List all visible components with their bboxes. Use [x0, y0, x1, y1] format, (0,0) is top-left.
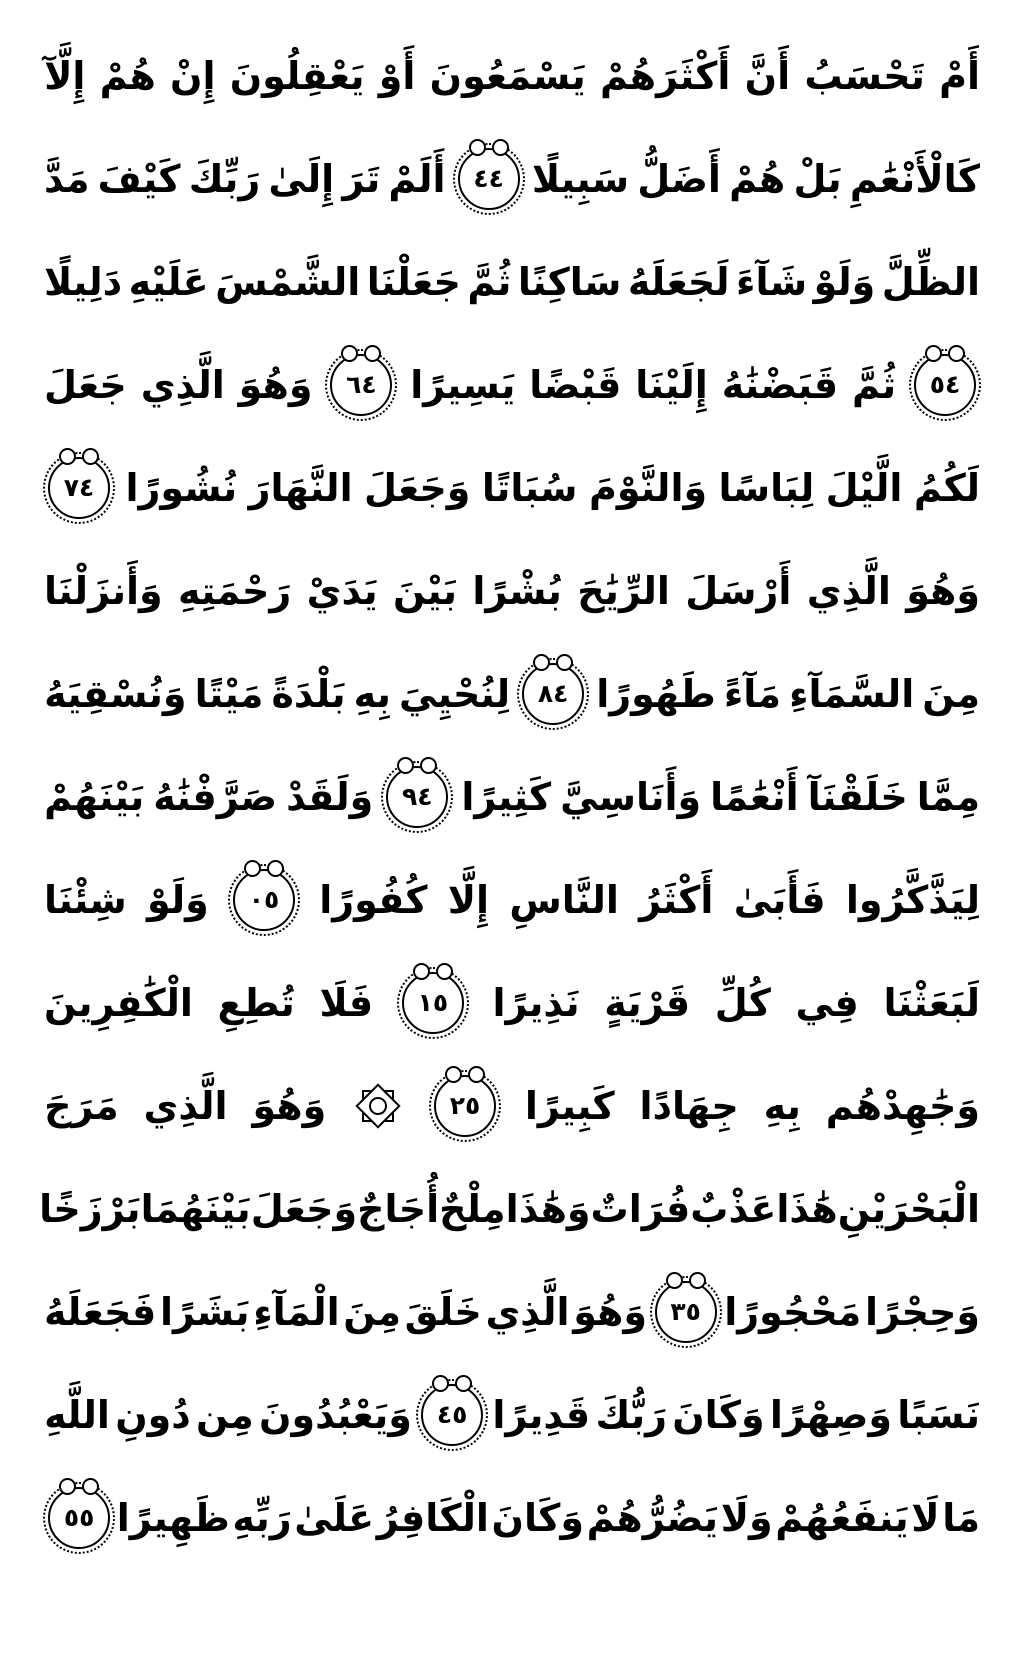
ayah-end-marker	[458, 148, 520, 210]
word: رَحْمَتِهِ	[177, 568, 292, 613]
word: وَكَانَ	[491, 1495, 584, 1540]
word: بَشَرًا	[159, 1289, 250, 1334]
word: أَكْثَرُ	[639, 877, 714, 922]
ayah-number: ٥٠	[248, 885, 280, 914]
word: وَهُوَ	[238, 362, 313, 407]
word: ثُمَّ	[467, 259, 512, 304]
mushaf-line-10	[44, 951, 980, 1054]
word: فَجَعَلَهُ	[44, 1289, 157, 1334]
word: جِهَادًا	[639, 1083, 739, 1128]
ayah-end-marker	[233, 869, 295, 931]
rub-el-hizb-center-dot	[369, 1097, 387, 1115]
word: جَعَلْنَا	[366, 259, 461, 304]
word: النَّاسِ	[509, 877, 619, 922]
word: إِلَيْنَا	[635, 362, 708, 407]
word: تَرَ	[342, 156, 381, 201]
word: بَلْدَةً	[271, 671, 346, 716]
mushaf-line-9	[44, 848, 980, 951]
word: الْبَحْرَيْنِ	[837, 1186, 980, 1231]
word: وَأَنَاسِيَّ	[560, 774, 702, 819]
word: عَذْبٌ	[690, 1186, 777, 1231]
mushaf-line-5	[44, 436, 980, 539]
word: كَيْفَ	[97, 156, 181, 201]
word: وَنُسْقِيَهُ	[44, 671, 187, 716]
word: فِي	[795, 980, 859, 1025]
word: لِنُحْيِيَ	[399, 671, 511, 716]
ayah-number: ٤٤	[473, 164, 504, 193]
word: قَدِيرًا	[492, 1392, 591, 1437]
word: كُفُورًا	[319, 877, 428, 922]
word: جَعَلَ	[44, 362, 127, 407]
word: الَّذِي	[143, 1083, 228, 1128]
word: مَحْجُورًا	[724, 1289, 862, 1334]
word: عَلَىٰ	[294, 1495, 375, 1540]
word: عَلَيْهِ	[128, 259, 209, 304]
word: رَبِّهِ	[232, 1495, 292, 1540]
word: أَضَلُّ	[637, 156, 721, 201]
mushaf-line-11	[44, 1054, 980, 1157]
word: الرِّيَٰحَ	[577, 568, 670, 613]
ayah-end-marker	[48, 457, 110, 519]
word: إِلَىٰ	[268, 156, 335, 201]
word: بُشْرًا	[472, 568, 562, 613]
mushaf-line-15	[44, 1466, 980, 1569]
mushaf-line-2	[44, 127, 980, 230]
word: فُرَاتٌ	[590, 1186, 691, 1231]
word: تَحْسَبُ	[804, 53, 925, 98]
ayah-end-marker	[522, 663, 584, 725]
ayah-number: ٤٥	[929, 370, 961, 399]
ayah-number: ٥٤	[436, 1400, 468, 1429]
word: أَرْسَلَ	[685, 568, 792, 613]
word: النَّهَارَ	[248, 465, 353, 510]
word: شَآءَ	[736, 259, 808, 304]
word: بَيْنَهُمْ	[44, 774, 145, 819]
word: بِهِ	[353, 671, 391, 716]
word: وَلَا	[720, 1495, 773, 1540]
ayah-number: ٤٨	[537, 679, 569, 708]
word: أَلَمْ	[388, 156, 446, 201]
word: فَلَا	[319, 980, 374, 1025]
word: قَبْضًا	[529, 362, 622, 407]
word: مِلْحٌ	[439, 1186, 506, 1231]
word: يَنفَعُهُمْ	[775, 1495, 909, 1540]
word: يَعْقِلُونَ	[229, 53, 365, 98]
word: رَبُّكَ	[595, 1392, 667, 1437]
ayah-number: ٤٦	[346, 370, 377, 399]
word: كَالْأَنْعَٰمِ	[849, 156, 980, 201]
word: اللَّهِ	[44, 1392, 110, 1437]
word: وَجَعَلَ	[250, 1186, 358, 1231]
word: ظَهِيرًا	[116, 1495, 230, 1540]
word: وَجَعَلَ	[364, 465, 471, 510]
mushaf-line-4	[44, 333, 980, 436]
word: وَهُوَ	[906, 568, 980, 613]
word: وَهَٰذَا	[505, 1186, 591, 1231]
word: وَالنَّوْمَ	[588, 465, 708, 510]
ayah-number: ٤٩	[402, 782, 433, 811]
word: أَنَّ	[744, 53, 791, 98]
word: فَأَبَىٰ	[733, 877, 826, 922]
word: كَبِيرًا	[524, 1083, 615, 1128]
word: الَّذِي	[806, 568, 891, 613]
word: دَلِيلًا	[44, 259, 123, 304]
mushaf-line-13	[44, 1260, 980, 1363]
ayah-end-marker	[914, 354, 976, 416]
mushaf-line-7	[44, 642, 980, 745]
word: وَحِجْرًا	[864, 1289, 980, 1334]
word: إِلَّآ	[44, 53, 86, 98]
word: بَرْزَخًا	[39, 1186, 141, 1231]
word: هُمْ	[99, 53, 156, 98]
mushaf-line-6	[44, 539, 980, 642]
word: وَلَوْ	[813, 259, 876, 304]
word: الْكَافِرُ	[376, 1495, 489, 1540]
word: أُجَاجٌ	[357, 1186, 440, 1231]
word: قَبَضْنَٰهُ	[721, 362, 839, 407]
word: هَٰذَا	[776, 1186, 838, 1231]
word: مَآءً	[723, 671, 782, 716]
ayah-end-marker	[48, 1487, 110, 1549]
word: كَثِيرًا	[461, 774, 552, 819]
ayah-end-marker	[402, 972, 464, 1034]
word: رَبِّكَ	[188, 156, 261, 201]
word: مِمَّا	[916, 774, 980, 819]
word: لَكُمُ	[913, 465, 980, 510]
word: وَكَانَ	[672, 1392, 765, 1437]
word: يَدَيْ	[306, 568, 378, 613]
word: سَبِيلًا	[531, 156, 630, 201]
word: لِبَاسًا	[718, 465, 815, 510]
word: وَلَقَدْ	[286, 774, 374, 819]
word: وَأَنزَلْنَا	[44, 568, 163, 613]
word: صَرَّفْنَٰهُ	[153, 774, 278, 819]
quran-text-block	[39, 24, 980, 1569]
word: إِلَّا	[447, 877, 490, 922]
ayah-end-marker	[386, 766, 448, 828]
word: وَهُوَ	[252, 1083, 327, 1128]
word: تُطِعِ	[217, 980, 295, 1025]
word: لَبَعَثْنَا	[883, 980, 980, 1025]
word: يَسِيرًا	[410, 362, 516, 407]
word: مِن	[196, 1392, 254, 1437]
word: لَا	[911, 1495, 940, 1540]
word: هُمْ	[729, 156, 786, 201]
word: سَاكِنًا	[517, 259, 622, 304]
word: وَجَٰهِدْهُم	[825, 1083, 980, 1128]
word: أَكْثَرَهُمْ	[600, 53, 731, 98]
word: الَّيْلَ	[825, 465, 903, 510]
word: لِيَذَّكَّرُوا	[845, 877, 980, 922]
word: أَوْ	[378, 53, 416, 98]
word: بِهِ	[763, 1083, 801, 1128]
word: الَّذِي	[140, 362, 225, 407]
rub-el-hizb-icon	[355, 1083, 401, 1129]
ayah-end-marker	[434, 1075, 496, 1137]
word: كُلِّ	[714, 980, 771, 1025]
word: شِئْنَا	[44, 877, 127, 922]
word: يَضُرُّهُمْ	[586, 1495, 719, 1540]
word: خَلَقْنَآ	[807, 774, 908, 819]
ayah-number: ٥٢	[449, 1091, 481, 1120]
word: نَذِيرًا	[492, 980, 580, 1025]
word: بَلْ	[793, 156, 842, 201]
word: أَمْ	[939, 53, 980, 98]
ayah-end-marker	[655, 1281, 717, 1343]
word: مَدَّ	[44, 156, 90, 201]
word: مَيْتًا	[194, 671, 264, 716]
word: وَهُوَ	[573, 1289, 647, 1334]
word: بَيْنَهُمَا	[140, 1186, 251, 1231]
word: وَلَوْ	[147, 877, 209, 922]
word: نَسَبًا	[897, 1392, 980, 1437]
ayah-end-marker	[421, 1384, 483, 1446]
mushaf-line-8	[44, 745, 980, 848]
word: الْكَٰفِرِينَ	[44, 980, 193, 1025]
word: سُبَاتًا	[481, 465, 578, 510]
word: قَرْيَةٍ	[604, 980, 691, 1025]
word: وَصِهْرًا	[769, 1392, 893, 1437]
word: مِنَ	[343, 1289, 402, 1334]
ayah-end-marker	[330, 354, 392, 416]
ayah-number: ٥٥	[63, 1503, 95, 1532]
mushaf-line-14	[44, 1363, 980, 1466]
word: أَنْعَٰمًا	[710, 774, 799, 819]
ayah-number: ٥٣	[670, 1297, 701, 1326]
word: مِنَ	[922, 671, 980, 716]
word: نُشُورًا	[125, 465, 238, 510]
word: السَّمَآءِ	[789, 671, 915, 716]
word: يَسْمَعُونَ	[429, 53, 586, 98]
mushaf-line-1	[44, 24, 980, 127]
word: دُونِ	[115, 1392, 191, 1437]
word: الظِّلَّ	[881, 259, 980, 304]
word: الشَّمْسَ	[215, 259, 361, 304]
word: لَجَعَلَهُ	[627, 259, 730, 304]
word: بَيْنَ	[393, 568, 457, 613]
word: خَلَقَ	[404, 1289, 482, 1334]
word: ثُمَّ	[852, 362, 897, 407]
word: طَهُورًا	[596, 671, 716, 716]
ayah-number: ٥١	[417, 988, 449, 1017]
word: مَا	[942, 1495, 980, 1540]
mushaf-line-12	[39, 1157, 980, 1260]
word: الْمَآءِ	[253, 1289, 340, 1334]
mushaf-line-3	[44, 230, 980, 333]
word: الَّذِي	[485, 1289, 570, 1334]
word: وَيَعْبُدُونَ	[259, 1392, 412, 1437]
word: إِنْ	[170, 53, 216, 98]
ayah-number: ٤٧	[63, 473, 95, 502]
word: مَرَجَ	[44, 1083, 119, 1128]
